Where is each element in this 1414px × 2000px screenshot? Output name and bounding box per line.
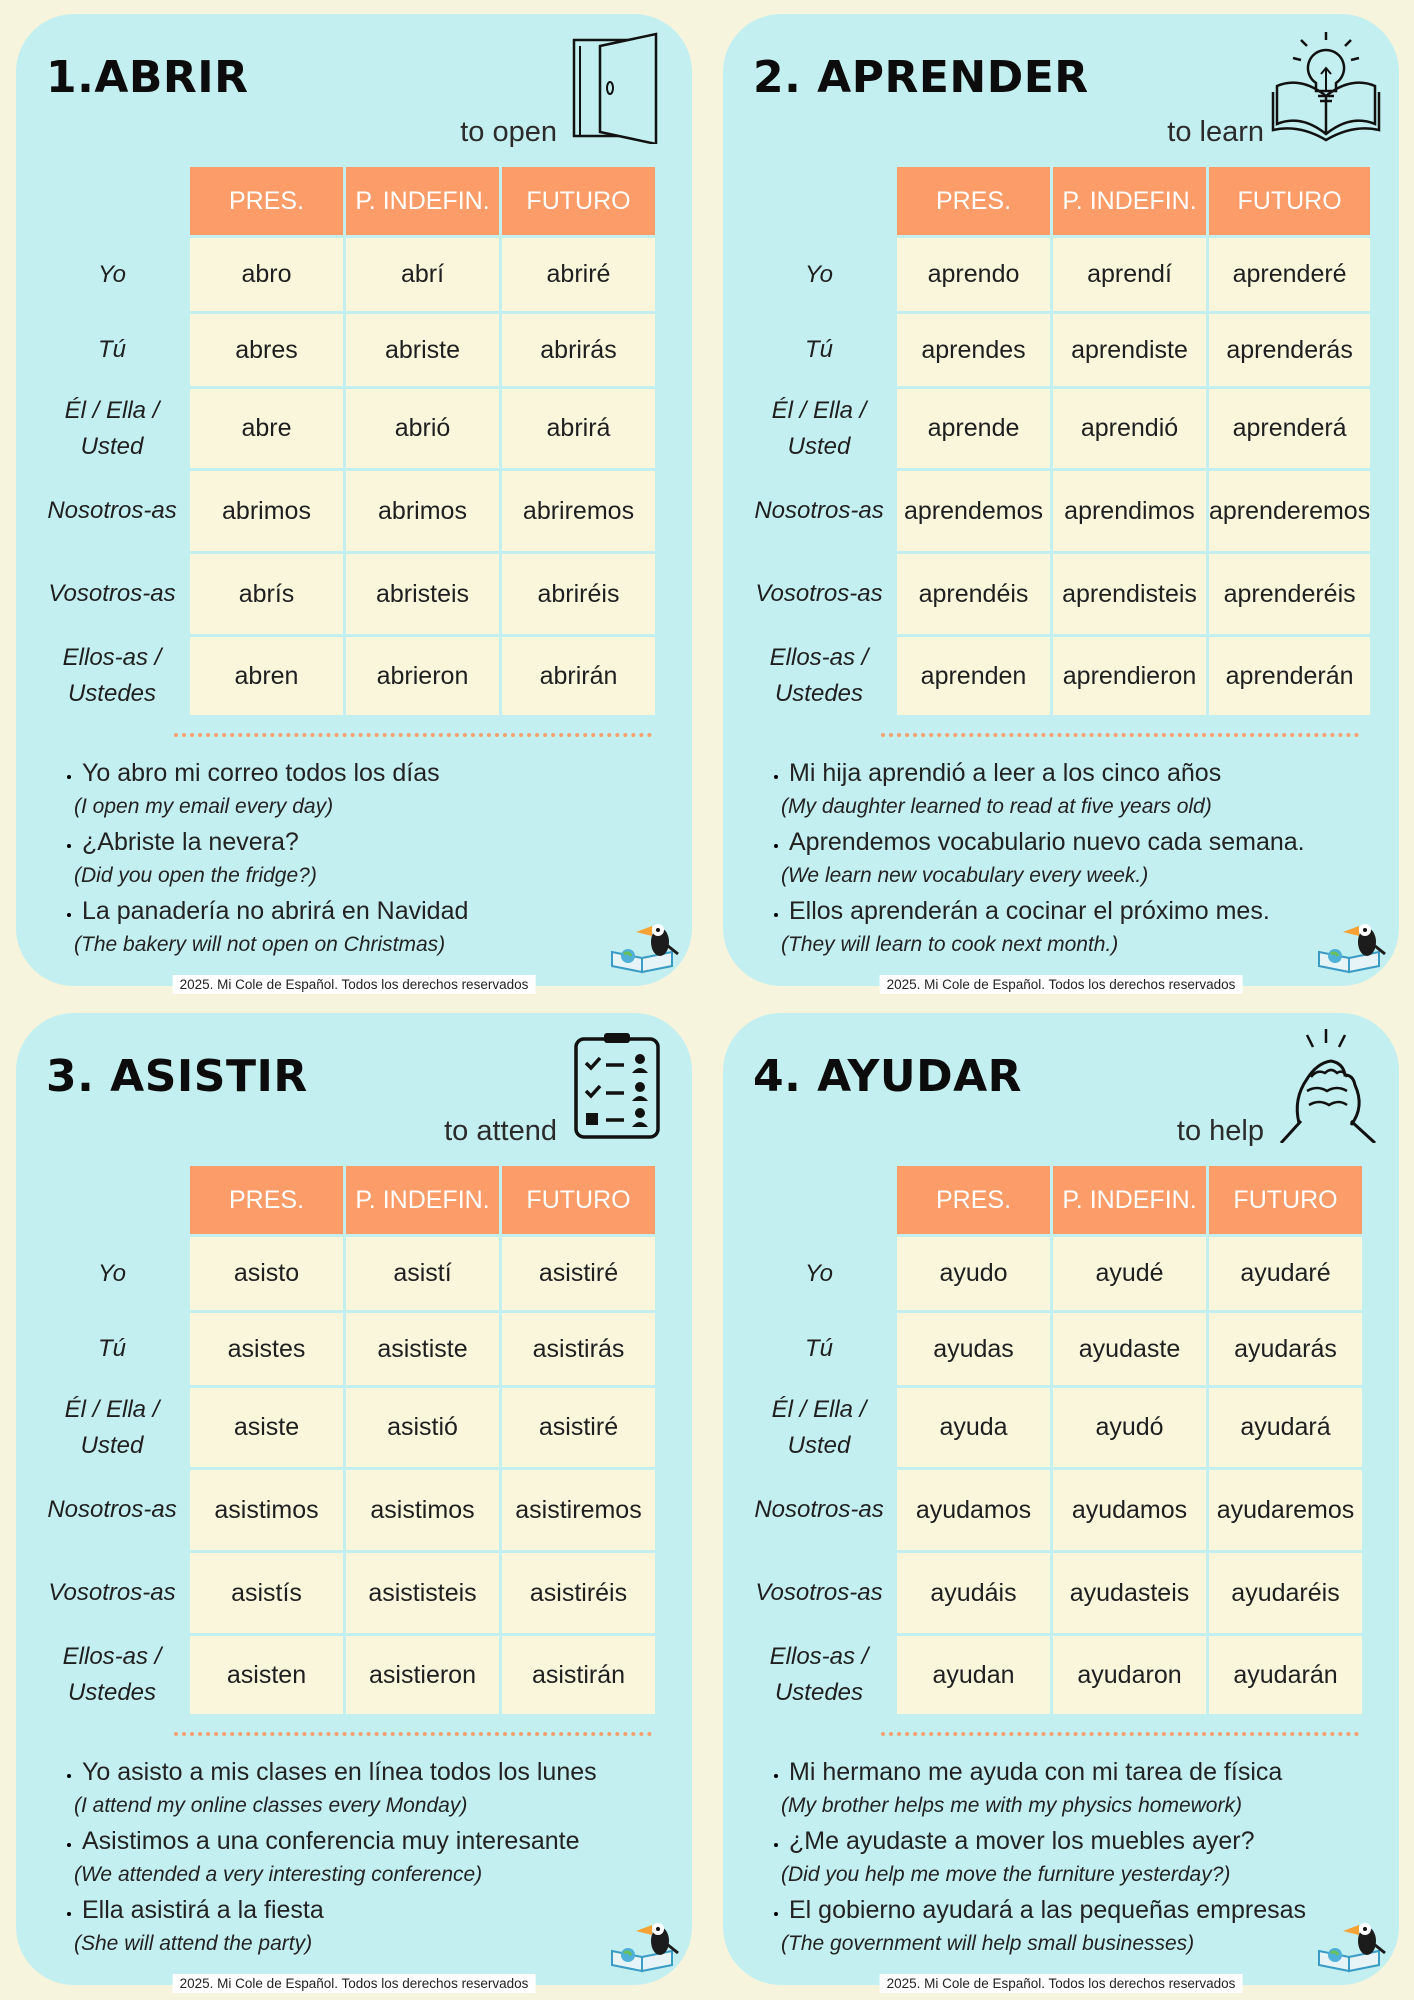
form-cell: asistiréis — [502, 1553, 655, 1633]
copyright-footer: 2025. Mi Cole de Español. Todos los derechos reservados — [880, 975, 1243, 994]
form-cell: asistirás — [502, 1313, 655, 1385]
example-english: (My daughter learned to read at five years old) — [781, 795, 1212, 818]
list-item — [781, 825, 1399, 892]
header-present: PRES. — [897, 167, 1050, 235]
conjugation-table — [34, 164, 658, 718]
table-row — [744, 389, 1370, 468]
form-cell: aprendí — [1053, 238, 1206, 311]
form-cell: aprenderé — [1209, 238, 1370, 311]
example-english: (My brother helps me with my physics homework) — [781, 1794, 1242, 1817]
toucan-book-icon — [608, 1915, 680, 1973]
table-row — [744, 238, 1370, 311]
form-cell: aprenderemos — [1209, 471, 1370, 551]
list-item — [74, 1893, 692, 1960]
pronoun-cell: Tú — [97, 1335, 126, 1362]
example-spanish: Mi hermano me ayuda con mi tarea de física — [789, 1758, 1283, 1786]
list-item — [781, 756, 1399, 823]
list-item — [74, 894, 692, 961]
form-cell: ayudé — [1053, 1237, 1206, 1310]
pronoun-cell: Él / Ella / Usted — [64, 396, 160, 460]
form-cell: abriré — [502, 238, 655, 311]
example-english: (We attended a very interesting conference) — [74, 1863, 483, 1886]
table-row — [37, 1470, 655, 1550]
header-preterite: P. INDEFIN. — [346, 167, 499, 235]
form-cell: aprenderá — [1209, 389, 1370, 468]
header-preterite: P. INDEFIN. — [1053, 167, 1206, 235]
form-cell: asististe — [346, 1313, 499, 1385]
example-english: (We learn new vocabulary every week.) — [781, 864, 1149, 887]
example-english: (Did you open the fridge?) — [74, 864, 317, 887]
example-english: (I attend my online classes every Monday) — [74, 1794, 468, 1817]
list-item — [74, 1824, 692, 1891]
pronoun-cell: Nosotros-as — [47, 1496, 177, 1523]
example-list — [753, 1755, 1399, 1962]
pronoun-cell: Vosotros-as — [48, 580, 176, 607]
example-spanish: La panadería no abrirá en Navidad — [82, 897, 469, 925]
header-future: FUTURO — [502, 1166, 655, 1234]
table-row — [37, 238, 655, 311]
form-cell: abren — [190, 637, 343, 715]
table-row — [37, 637, 655, 715]
example-english: (The government will help small businesses) — [781, 1932, 1195, 1955]
example-english: (They will learn to cook next month.) — [781, 933, 1119, 956]
header-future: FUTURO — [1209, 167, 1370, 235]
list-item — [781, 1824, 1399, 1891]
pronoun-cell: Vosotros-as — [48, 1579, 176, 1606]
form-cell: ayudarás — [1209, 1313, 1362, 1385]
toucan-book-icon — [608, 916, 680, 974]
list-item — [74, 756, 692, 823]
dotted-divider — [174, 1732, 652, 1736]
conjugation-table — [741, 1163, 1365, 1717]
example-spanish: Aprendemos vocabulario nuevo cada semana. — [789, 828, 1305, 856]
example-spanish: El gobierno ayudará a las pequeñas empresas — [789, 1896, 1307, 1924]
table-row — [744, 554, 1370, 634]
table-row — [37, 471, 655, 551]
helping-hands-icon — [1271, 1025, 1381, 1143]
verb-meaning: to learn — [1167, 116, 1264, 148]
table-row — [744, 1553, 1362, 1633]
header-preterite: P. INDEFIN. — [1053, 1166, 1206, 1234]
form-cell: asisten — [190, 1636, 343, 1714]
table-row — [37, 1636, 655, 1714]
form-cell: asistió — [346, 1388, 499, 1467]
list-item — [781, 1755, 1399, 1822]
pronoun-cell: Él / Ella / Usted — [771, 396, 867, 460]
example-english: (She will attend the party) — [74, 1932, 313, 1955]
form-cell: ayudaréis — [1209, 1553, 1362, 1633]
copyright-footer: 2025. Mi Cole de Español. Todos los derechos reservados — [173, 975, 536, 994]
header-future: FUTURO — [502, 167, 655, 235]
verb-meaning: to open — [460, 116, 557, 148]
table-row — [37, 389, 655, 468]
form-cell: abrirás — [502, 314, 655, 386]
form-cell: abrirán — [502, 637, 655, 715]
verb-card-aprender — [723, 14, 1399, 992]
example-list — [46, 1755, 692, 1962]
example-spanish: Ella asistirá a la fiesta — [82, 1896, 324, 1924]
table-row — [744, 1470, 1362, 1550]
copyright-footer: 2025. Mi Cole de Español. Todos los derechos reservados — [173, 1974, 536, 1993]
lightbulb-book-icon — [1271, 26, 1381, 144]
example-list — [46, 756, 692, 963]
form-cell: ayudamos — [897, 1470, 1050, 1550]
pronoun-cell: Nosotros-as — [754, 1496, 884, 1523]
conjugation-table — [741, 164, 1373, 718]
form-cell: asistieron — [346, 1636, 499, 1714]
pronoun-cell: Ellos-as / Ustedes — [769, 644, 869, 707]
example-spanish: Yo asisto a mis clases en línea todos los lunes — [82, 1758, 597, 1786]
form-cell: ayudarán — [1209, 1636, 1362, 1714]
example-english: (The bakery will not open on Christmas) — [74, 933, 446, 956]
dotted-divider — [174, 733, 652, 737]
pronoun-cell: Tú — [804, 336, 833, 363]
table-row — [744, 1237, 1362, 1310]
conjugation-table — [34, 1163, 658, 1717]
form-cell: asistimos — [190, 1470, 343, 1550]
form-cell: ayudan — [897, 1636, 1050, 1714]
table-row — [744, 1313, 1362, 1385]
form-cell: asistí — [346, 1237, 499, 1310]
pronoun-cell: Tú — [804, 1335, 833, 1362]
verb-title: 2. APRENDER — [753, 52, 1089, 103]
pronoun-cell: Yo — [97, 1259, 127, 1287]
form-cell: ayudaremos — [1209, 1470, 1362, 1550]
table-row — [744, 1636, 1362, 1714]
form-cell: aprendes — [897, 314, 1050, 386]
form-cell: ayuda — [897, 1388, 1050, 1467]
form-cell: aprenden — [897, 637, 1050, 715]
verb-card-abrir — [16, 14, 692, 992]
form-cell: abres — [190, 314, 343, 386]
pronoun-cell: Nosotros-as — [754, 497, 884, 524]
form-cell: asistiré — [502, 1237, 655, 1310]
pronoun-cell: Yo — [804, 260, 834, 288]
example-list — [753, 756, 1399, 963]
example-spanish: Mi hija aprendió a leer a los cinco años — [789, 759, 1222, 787]
form-cell: aprendieron — [1053, 637, 1206, 715]
form-cell: asistirán — [502, 1636, 655, 1714]
form-cell: ayudasteis — [1053, 1553, 1206, 1633]
table-row — [37, 1553, 655, 1633]
form-cell: aprende — [897, 389, 1050, 468]
form-cell: ayudaron — [1053, 1636, 1206, 1714]
form-cell: abrieron — [346, 637, 499, 715]
form-cell: aprenderás — [1209, 314, 1370, 386]
form-cell: abrirá — [502, 389, 655, 468]
attendance-checklist-icon — [564, 1025, 674, 1143]
form-cell: aprendo — [897, 238, 1050, 311]
form-cell: aprendemos — [897, 471, 1050, 551]
form-cell: abrimos — [190, 471, 343, 551]
header-future: FUTURO — [1209, 1166, 1362, 1234]
pronoun-cell: Tú — [97, 336, 126, 363]
table-row — [37, 1388, 655, 1467]
pronoun-cell: Vosotros-as — [755, 580, 883, 607]
form-cell: aprenderéis — [1209, 554, 1370, 634]
pronoun-cell: Yo — [804, 1259, 834, 1287]
form-cell: ayudaré — [1209, 1237, 1362, 1310]
pronoun-cell: Ellos-as / Ustedes — [62, 644, 162, 707]
pronoun-cell: Ellos-as / Ustedes — [769, 1643, 869, 1706]
verb-meaning: to attend — [444, 1115, 557, 1147]
list-item — [781, 894, 1399, 961]
verb-card-asistir — [16, 1013, 692, 1991]
form-cell: aprendiste — [1053, 314, 1206, 386]
form-cell: asistiremos — [502, 1470, 655, 1550]
form-cell: ayudaste — [1053, 1313, 1206, 1385]
verb-title: 3. ASISTIR — [46, 1051, 308, 1102]
header-present: PRES. — [190, 1166, 343, 1234]
form-cell: abristeis — [346, 554, 499, 634]
form-cell: abriremos — [502, 471, 655, 551]
pronoun-cell: Él / Ella / Usted — [771, 1395, 867, 1459]
copyright-footer: 2025. Mi Cole de Español. Todos los derechos reservados — [880, 1974, 1243, 1993]
example-english: (Did you help me move the furniture yesterday?) — [781, 1863, 1231, 1886]
example-english: (I open my email every day) — [74, 795, 334, 818]
form-cell: aprendimos — [1053, 471, 1206, 551]
header-present: PRES. — [897, 1166, 1050, 1234]
form-cell: abrí — [346, 238, 499, 311]
example-spanish: Asistimos a una conferencia muy interesante — [82, 1827, 580, 1855]
example-spanish: ¿Me ayudaste a mover los muebles ayer? — [789, 1827, 1255, 1855]
form-cell: aprendió — [1053, 389, 1206, 468]
form-cell: abrís — [190, 554, 343, 634]
form-cell: aprenderán — [1209, 637, 1370, 715]
list-item — [74, 1755, 692, 1822]
list-item — [74, 825, 692, 892]
form-cell: abre — [190, 389, 343, 468]
form-cell: abriréis — [502, 554, 655, 634]
dotted-divider — [881, 733, 1359, 737]
example-spanish: Ellos aprenderán a cocinar el próximo mes. — [789, 897, 1270, 925]
table-row — [37, 554, 655, 634]
dotted-divider — [881, 1732, 1359, 1736]
table-row — [37, 1313, 655, 1385]
toucan-book-icon — [1315, 1915, 1387, 1973]
verb-title: 1.ABRIR — [46, 52, 249, 103]
list-item — [781, 1893, 1399, 1960]
pronoun-cell: Vosotros-as — [755, 1579, 883, 1606]
table-row — [744, 637, 1370, 715]
table-row — [744, 471, 1370, 551]
table-row — [37, 314, 655, 386]
form-cell: ayudo — [897, 1237, 1050, 1310]
form-cell: ayudas — [897, 1313, 1050, 1385]
form-cell: asiste — [190, 1388, 343, 1467]
form-cell: asistimos — [346, 1470, 499, 1550]
verb-meaning: to help — [1176, 1115, 1264, 1147]
form-cell: ayudáis — [897, 1553, 1050, 1633]
form-cell: abrimos — [346, 471, 499, 551]
form-cell: asistís — [190, 1553, 343, 1633]
form-cell: aprendisteis — [1053, 554, 1206, 634]
header-present: PRES. — [190, 167, 343, 235]
door-icon — [564, 26, 674, 144]
pronoun-cell: Nosotros-as — [47, 497, 177, 524]
form-cell: asisto — [190, 1237, 343, 1310]
example-spanish: Yo abro mi correo todos los días — [82, 759, 440, 787]
form-cell: ayudará — [1209, 1388, 1362, 1467]
pronoun-cell: Yo — [97, 260, 127, 288]
table-row — [744, 1388, 1362, 1467]
table-row — [37, 1237, 655, 1310]
form-cell: ayudamos — [1053, 1470, 1206, 1550]
form-cell: abrió — [346, 389, 499, 468]
pronoun-cell: Él / Ella / Usted — [64, 1395, 160, 1459]
table-row — [744, 314, 1370, 386]
form-cell: asistiré — [502, 1388, 655, 1467]
form-cell: asistes — [190, 1313, 343, 1385]
toucan-book-icon — [1315, 916, 1387, 974]
pronoun-cell: Ellos-as / Ustedes — [62, 1643, 162, 1706]
form-cell: ayudó — [1053, 1388, 1206, 1467]
verb-card-ayudar — [723, 1013, 1399, 1991]
header-preterite: P. INDEFIN. — [346, 1166, 499, 1234]
form-cell: abro — [190, 238, 343, 311]
form-cell: asististeis — [346, 1553, 499, 1633]
example-spanish: ¿Abriste la nevera? — [82, 828, 299, 856]
form-cell: aprendéis — [897, 554, 1050, 634]
verb-title: 4. AYUDAR — [753, 1051, 1023, 1102]
form-cell: abriste — [346, 314, 499, 386]
